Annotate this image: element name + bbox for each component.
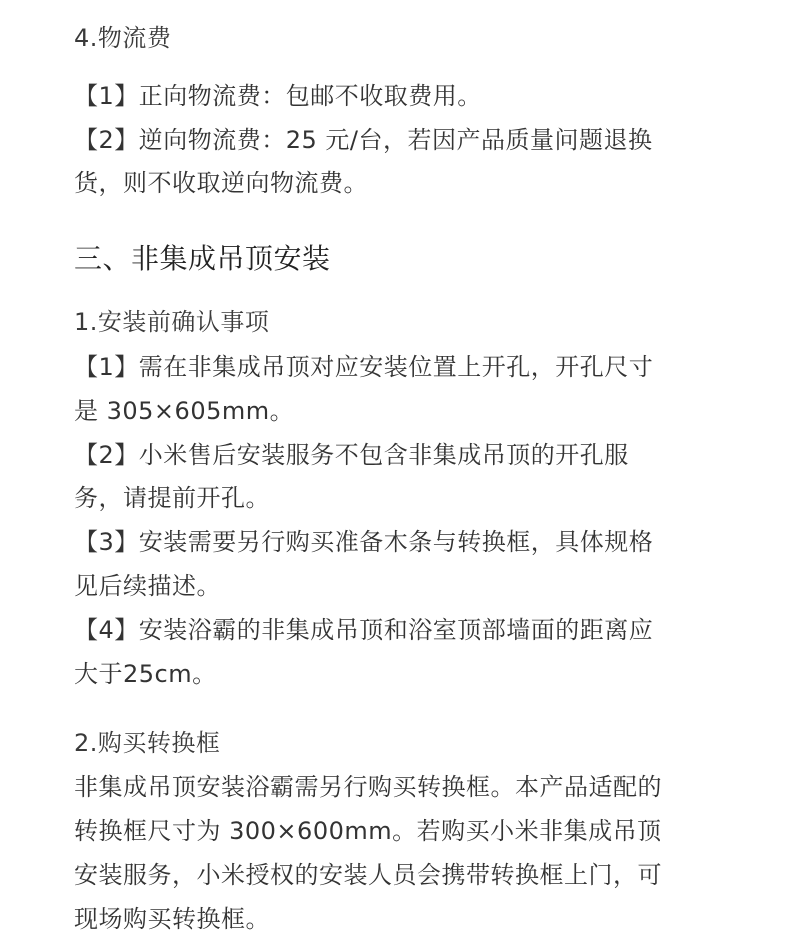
confirm-item-4-cont: 大于25cm。 (74, 660, 217, 688)
logistics-heading: 4.物流费 (74, 24, 172, 52)
confirm-item-3-cont: 见后续描述。 (74, 572, 221, 600)
purchase-heading: 2.购买转换框 (74, 729, 221, 757)
logistics-item-reverse-cont: 货，则不收取逆向物流费。 (74, 169, 368, 197)
confirm-item-4: 【4】安装浴霸的非集成吊顶和浴室顶部墙面的距离应 (74, 616, 654, 644)
confirm-item-2: 【2】小米售后安装服务不包含非集成吊顶的开孔服 (74, 441, 629, 469)
purchase-paragraph-line: 安装服务，小米授权的安装人员会携带转换框上门，可 (74, 861, 662, 889)
logistics-item-forward: 【1】正向物流费：包邮不收取费用。 (74, 82, 482, 110)
section-title: 三、非集成吊顶安装 (74, 242, 331, 275)
confirm-heading: 1.安装前确认事项 (74, 308, 270, 336)
logistics-item-reverse: 【2】逆向物流费：25 元/台，若因产品质量问题退换 (74, 126, 653, 154)
purchase-paragraph-line: 转换框尺寸为 300×600mm。若购买小米非集成吊顶 (74, 817, 662, 845)
purchase-paragraph-line: 非集成吊顶安装浴霸需另行购买转换框。本产品适配的 (74, 773, 662, 801)
confirm-item-1: 【1】需在非集成吊顶对应安装位置上开孔，开孔尺寸 (74, 353, 654, 381)
confirm-item-1-cont: 是 305×605mm。 (74, 397, 295, 425)
confirm-item-2-cont: 务，请提前开孔。 (74, 484, 270, 512)
confirm-item-3: 【3】安装需要另行购买准备木条与转换框，具体规格 (74, 528, 654, 556)
purchase-paragraph-line: 现场购买转换框。 (74, 905, 270, 933)
